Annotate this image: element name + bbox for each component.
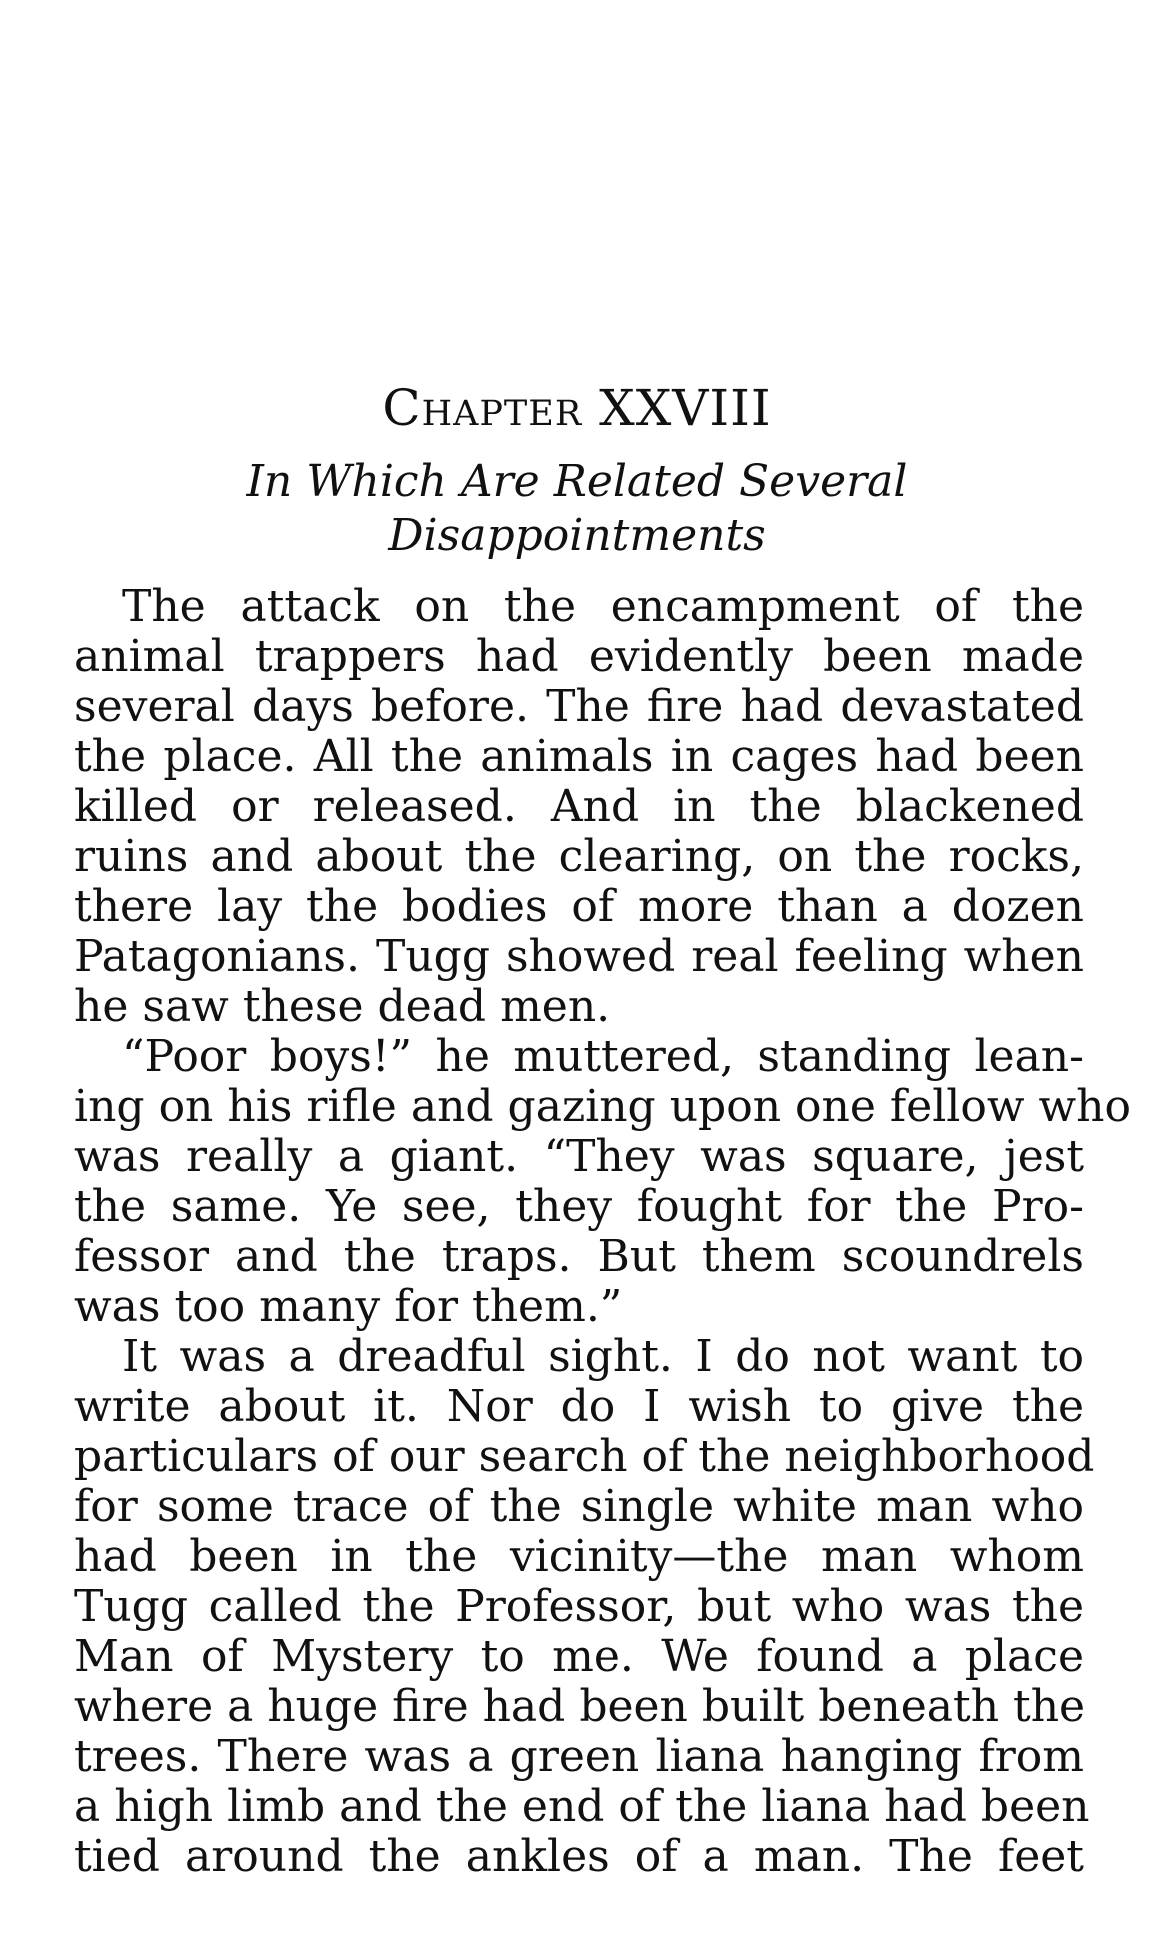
text-line: “Poor boys!” he muttered, standing lean-	[122, 1031, 1084, 1082]
chapter-heading	[0, 378, 1154, 438]
text-line: Tugg called the Professor, but who was the	[74, 1581, 1084, 1632]
text-line: for some trace of the single white man who	[74, 1481, 1084, 1532]
chapter-number: XXVIII	[599, 379, 772, 437]
text-line: a high limb and the end of the liana had been	[74, 1781, 1090, 1832]
text-line: had been in the vicinity—the man whom	[74, 1531, 1084, 1582]
chapter-subtitle	[0, 455, 1154, 563]
text-line: killed or released. And in the blackened	[74, 781, 1084, 832]
text-line: Man of Mystery to me. We found a place	[74, 1631, 1084, 1682]
text-line: the same. Ye see, they fought for the Pro-	[74, 1181, 1084, 1232]
paragraph-3	[74, 1331, 1095, 1882]
text-line: ruins and about the clearing, on the rocks,	[74, 831, 1084, 882]
text-line: several days before. The fire had devastated	[74, 681, 1084, 732]
subtitle-line-1: In Which Are Related Several	[246, 456, 908, 507]
paragraph-2	[74, 1031, 1131, 1332]
text-line: The attack on the encampment of the	[122, 581, 1084, 632]
text-line: ing on his rifle and gazing upon one fellow who	[74, 1081, 1131, 1132]
text-line: was really a giant. “They was square, jest	[74, 1131, 1084, 1182]
text-line: tied around the ankles of a man. The feet	[74, 1831, 1084, 1882]
text-line: he saw these dead men.	[74, 981, 611, 1032]
text-line: It was a dreadful sight. I do not want to	[122, 1331, 1084, 1382]
chapter-label: Chapter	[382, 379, 583, 437]
text-line: write about it. Nor do I wish to give the	[74, 1381, 1084, 1432]
paragraph-1	[74, 582, 1084, 1032]
subtitle-line-2: Disappointments	[388, 510, 766, 561]
text-line: trees. There was a green liana hanging from	[74, 1731, 1084, 1782]
text-line: was too many for them.”	[74, 1281, 623, 1332]
text-line: Patagonians. Tugg showed real feeling when	[74, 931, 1084, 982]
text-line: where a huge fire had been built beneath the	[74, 1681, 1086, 1732]
body-text	[74, 581, 1131, 1882]
text-line: the place. All the animals in cages had been	[74, 731, 1084, 782]
text-line: animal trappers had evidently been made	[74, 631, 1084, 682]
text-line: fessor and the traps. But them scoundrels	[74, 1231, 1084, 1282]
text-line: particulars of our search of the neighborhood	[74, 1431, 1095, 1482]
text-line: there lay the bodies of more than a dozen	[74, 881, 1084, 932]
